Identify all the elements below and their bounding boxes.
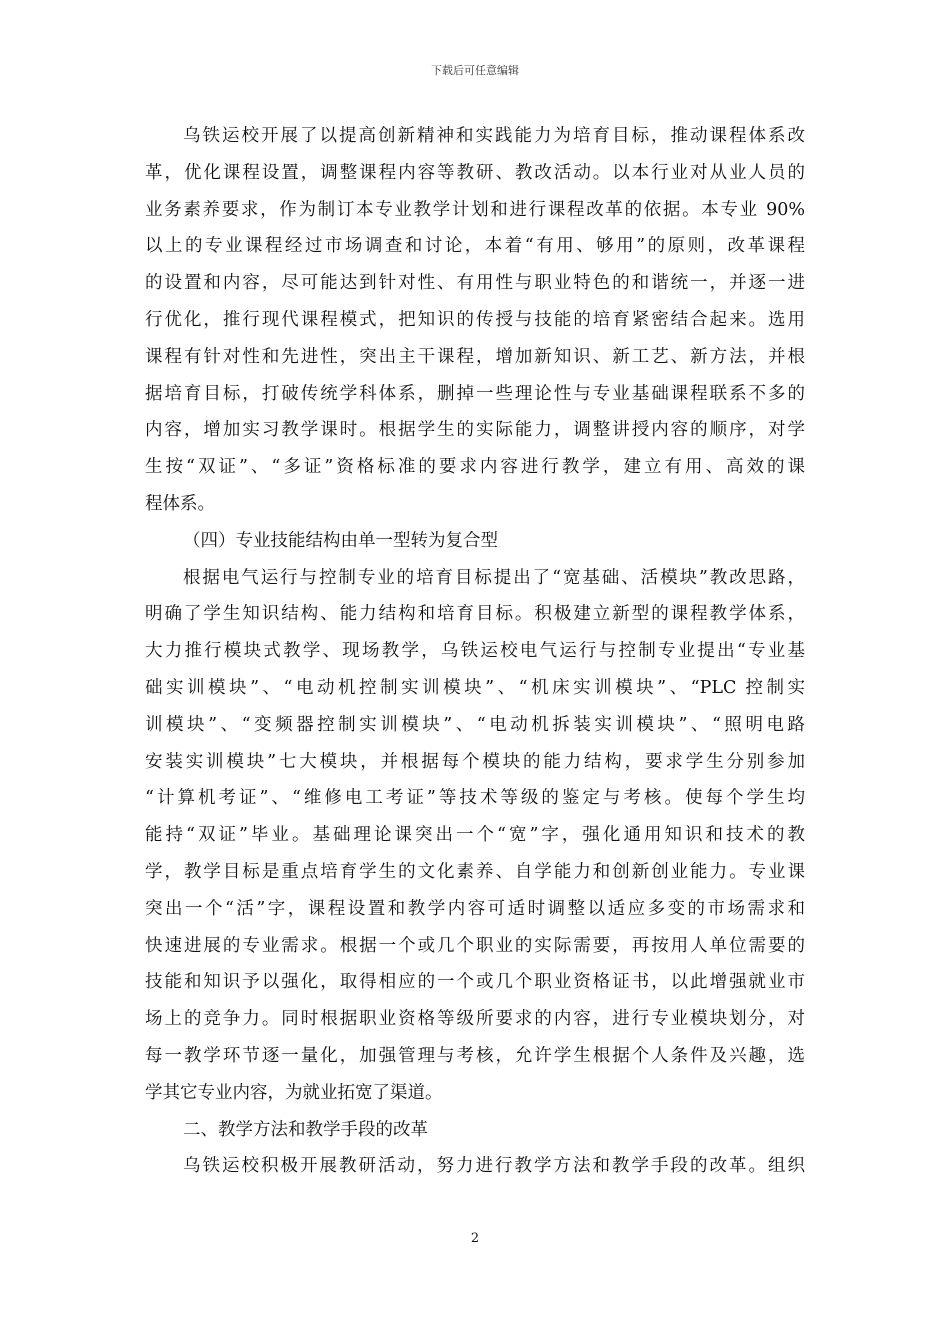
text-line: 乌铁运校积极开展教研活动，努力进行教学方法和教学手段的改革。组织 (183, 1156, 805, 1177)
text-line: 每一教学环节逐一量化，加强管理与考核，允许学生根据个人条件及兴趣，选 (145, 1045, 805, 1066)
text-line: （四）专业技能结构由单一型转为复合型 (183, 530, 498, 551)
text-line: 能持“双证”毕业。基础理论课突出一个“宽”字，强化通用知识和技术的教 (145, 825, 805, 846)
text-line: 程体系。 (145, 493, 215, 514)
page-number: 2 (470, 1231, 480, 1246)
text-line: 训模块”、“变频器控制实训模块”、“电动机拆装实训模块”、“照明电路 (145, 714, 805, 735)
text-line: “计算机考证”、“维修电工考证”等技术等级的鉴定与考核。使每个学生均 (145, 788, 805, 809)
text-line: 二、教学方法和教学手段的改革 (183, 1119, 428, 1140)
text-line: 学，教学目标是重点培育学生的文化素养、自学能力和创新创业能力。专业课 (145, 861, 805, 882)
page-header: 下载后可任意编辑 (431, 64, 519, 77)
text-line: 以上的专业课程经过市场调查和讨论，本着“有用、够用”的原则，改革课程 (145, 236, 805, 257)
text-line: 行优化，推行现代课程模式，把知识的传授与技能的培育紧密结合起来。选用 (145, 309, 805, 330)
text-line: 课程有针对性和先进性，突出主干课程，增加新知识、新工艺、新方法，并根 (145, 346, 805, 367)
text-line: 革，优化课程设置，调整课程内容等教研、教改活动。以本行业对从业人员的 (145, 162, 805, 183)
text-line: 场上的竞争力。同时根据职业资格等级所要求的内容，进行专业模块划分，对 (145, 1009, 805, 1030)
text-line: 突出一个“活”字，课程设置和教学内容可适时调整以适应多变的市场需求和 (145, 898, 805, 919)
text-line: 乌铁运校开展了以提高创新精神和实践能力为培育目标，推动课程体系改 (183, 126, 805, 146)
text-line: 技能和知识予以强化，取得相应的一个或几个职业资格证书，以此增强就业市 (145, 972, 805, 993)
text-line: 础实训模块”、“电动机控制实训模块”、“机床实训模块”、“PLC 控制实 (145, 677, 805, 698)
text-line: 快速进展的专业需求。根据一个或几个职业的实际需要，再按用人单位需要的 (145, 935, 805, 956)
text-line: 据培育目标，打破传统学科体系，删掉一些理论性与专业基础课程联系不多的 (145, 383, 805, 404)
text-line: 学其它专业内容，为就业拓宽了渠道。 (145, 1082, 443, 1103)
text-line: 业务素养要求，作为制订本专业教学计划和进行课程改革的依据。本专业 90% (145, 199, 805, 220)
text-line: 大力推行模块式教学、现场教学，乌铁运校电气运行与控制专业提出“专业基 (145, 641, 805, 662)
text-line: 安装实训模块”七大模块，并根据每个模块的能力结构，要求学生分别参加 (145, 751, 805, 772)
text-line: 根据电气运行与控制专业的培育目标提出了“宽基础、活模块”教改思路， (183, 567, 805, 588)
text-line: 的设置和内容，尽可能达到针对性、有用性与职业特色的和谐统一，并逐一进 (145, 273, 805, 294)
text-line: 生按“双证”、“多证”资格标准的要求内容进行教学，建立有用、高效的课 (145, 457, 805, 478)
text-line: 明确了学生知识结构、能力结构和培育目标。积极建立新型的课程教学体系， (145, 604, 805, 625)
text-line: 内容，增加实习教学课时。根据学生的实际能力，调整讲授内容的顺序，对学 (145, 420, 805, 441)
document-body (145, 118, 805, 1185)
